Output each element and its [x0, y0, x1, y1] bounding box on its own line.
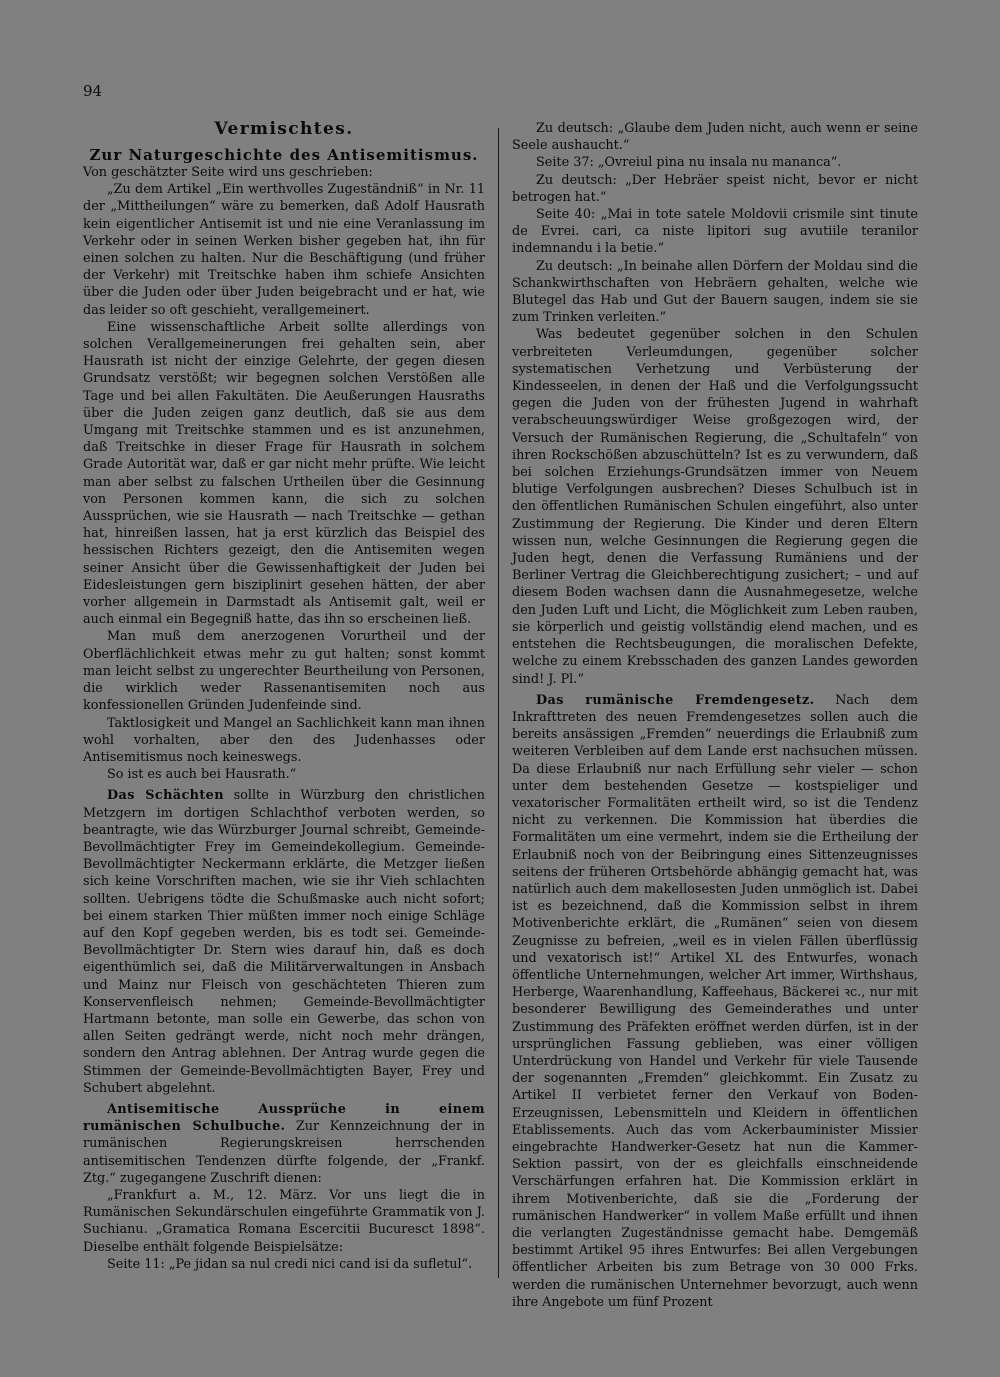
article-paragraph	[83, 1101, 485, 1187]
article-lead: Das Schächten	[107, 788, 224, 804]
article-paragraph: Man muß dem anerzogenen Vorurtheil und der Oberflächlichkeit etwas mehr zu gut halten; sonst kommt man leicht selbst zu ungerechter Beurtheilung von Personen, die wirklich weder Rassenantisemiten noch aus konfessionellen Gründen Judenfeinde sind.	[83, 629, 485, 714]
article-example: Seite 11: „Pe jidan sa nul credi nici cand isi da sufletul“.	[107, 1256, 473, 1272]
article-paragraph: Seite 40: „Mai in tote satele Moldovii crismile sint tinute de Evrei. cari, ca niste lipitori sug avutiile teranilor indemnandu i la betie.“	[512, 207, 918, 257]
article-quote: „Frankfurt a. M., 12. März. Vor uns liegt die in Rumänischen Sekundärschulen eingeführte Grammatik von J. Suchianu. „Gramatica Romana Escercitii Bucuresct 1898“. Dieselbe enthält folgende Beispielsätze:	[83, 1187, 485, 1255]
right-column	[512, 120, 918, 1311]
article-paragraph: Was bedeutet gegenüber solchen in den Schulen verbreiteten Verleumdungen, gegenüber solcher systematischen Verhetzung und Verbüsterung der Kindesseelen, in denen der Haß und die Verfolgungssucht gegen die Juden von der frühesten Jugend in wahrhaft verabscheuungswürdiger Weise großgezogen wird, der Versuch der Rumänischen Regierung, die „Schultafeln“ von ihren Rockschößen abzuschütteln? Ist es zu verwundern, daß bei solchen Erziehungs-Grundsätzen immer von Neuem blutige Verfolgungen ausbrechen? Dieses Schulbuch ist in den öffentlichen Rumänischen Schulen eingeführt, also unter Zustimmung der Regierung. Die Kinder und deren Eltern wissen nun, welche Gesinnungen die Regierung gegen die Juden hegt, denen die Verfassung Rumäniens und der Berliner Vertrag die Gleichberechtigung zusichert; – und auf diesem Boden wachsen dann die Ausnahmegesetze, welche den Juden Luft und Licht, die Möglichkeit zum Leben rauben, sie körperlich und geistig vollständig elend machen, und es entstehen die Rechtsbeugungen, die moralischen Defekte, welche zu einem Krebsschaden des ganzen Landes geworden sind! J. Pl.“	[512, 327, 918, 687]
article-text: Zur Kennzeichnung der in rumänischen Regierungskreisen herrschenden antisemitischen Tendenzen dürfte folgende, der „Frankf. Ztg.“ zugegangene Zuschrift dienen:	[83, 1119, 485, 1186]
article-paragraph	[83, 787, 485, 1097]
article-text: Nach dem Inkrafttreten des neuen Fremdengesetzes sollen auch die bereits ansässigen „Fremden“ neuerdings die Erlaubniß zum weiteren Verbleiben auf dem Lande erst nachsuchen müssen. Da diese Erlaubniß nur nach Erfüllung sehr vieler — schon unter dem bestehenden Gesetze — kostspieliger und vexatorischer Formalitäten ertheilt wird, so ist die Tendenz nicht zu verkennen. Die Kommission hat überdies die Formalitäten um eine vermehrt, indem sie die Ertheilung der Erlaubniß noch von der Beibringung eines Sittenzeugnisses seitens der früheren Ortsbehörde abhängig gemacht hat, was natürlich auch dem makellosesten Juden unmöglich ist. Dabei ist es bezeichnend, daß die Kommission selbst in ihrem Motivenberichte erklärt, die „Rumänen“ seien von diesem Zeugnisse zu befreien, „weil es in vielen Fällen überflüssig und vexatorisch ist!“ Artikel XL des Entwurfes, wonach öffentliche Unternehmungen, welcher Art immer, Wirthshaus, Herberge, Waarenhandlung, Kaffeehaus, Bäckerei ꝛc., nur mit besonderer Bewilligung des Gemeinderathes und unter Zustimmung des Präfekten eröffnet werden dürfen, ist in der ursprünglichen Fassung geblieben, was einer völligen Unterdrückung von Handel und Verkehr für viele Tausende der sogenannten „Fremden“ gleichkommt. Ein Zusatz zu Artikel II verbietet ferner den Verkauf von Boden-Erzeugnissen, Lebensmitteln und Kleidern in öffentlichen Etablissements. Auch das vom Ackerbauminister Missier eingebrachte Handwerker-Gesetz hat nun die Kammer-Sektion passirt, von der es gleichfalls einschneidende Verschärfungen erfahren hat. Die Kommission erklärt in ihrem Motivenberichte, daß sie die „Forderung der rumänischen Handwerker“ in vollem Maße erfüllt und ihnen die verlangten Zugeständnisse gemacht habe. Demgemäß bestimmt Artikel 95 ihres Entwurfes: Bei allen Vergebungen öffentlicher Arbeiten bis zum Betrage von 30 000 Frks. werden die rumänischen Unternehmer bevorzugt, auch wenn ihre Angebote um fünf Prozent	[512, 692, 918, 1310]
article-paragraph: Zu deutsch: „Der Hebräer speist nicht, bevor er nicht betrogen hat.“	[512, 172, 918, 205]
article-paragraph: Zu deutsch: „In beinahe allen Dörfern der Moldau sind die Schankwirthschaften von Hebräern gehalten, welche wie Blutegel das Hab und Gut der Bauern saugen, indem sie sie zum Trinken verleiten.“	[512, 258, 918, 326]
article-paragraph: „Zu dem Artikel „Ein werthvolles Zugeständniß“ in Nr. 11 der „Mittheilungen“ wäre zu bemerken, daß Adolf Hausrath kein eigentlicher Antisemit ist und nie eine Veranlassung im Verkehr oder in seinen Werken bisher gegeben hat, ihn für einen solchen zu halten. Nur die Beschäftigung (und früher der Verkehr) mit Treitschke haben ihm schiefe Ansichten über die Juden oder über Juden beigebracht und er hat, wie das leider so oft geschieht, verallgemeinert.	[83, 182, 485, 318]
article-title: Zur Naturgeschichte des Antisemitismus.	[89, 146, 479, 164]
article-paragraph: Zu deutsch: „Glaube dem Juden nicht, auch wenn er seine Seele aushaucht.“	[512, 121, 918, 154]
column-divider	[498, 128, 499, 1278]
article-paragraph: So ist es auch bei Hausrath.“	[107, 767, 297, 783]
article-paragraph: Eine wissenschaftliche Arbeit sollte allerdings von solchen Verallgemeinerungen frei gehalten sein, aber Hausrath ist nicht der einzige Gelehrte, der gegen diesen Grundsatz verstößt; wir begegnen solchen Verstößen alle Tage und bei allen Fakultäten. Die Aeußerungen Hausraths über die Juden zeigen ganz deutlich, daß sie aus dem Umgang mit Treitschke stammen und es ist anzunehmen, daß Treitschke in dieser Frage für Hausrath in solchem Grade Autorität war, daß er gar nicht mehr prüfte. Wie leicht man aber selbst zu falschen Urtheilen über die Gesinnung von Personen kommen kann, die sich zu solchen Aussprüchen, wie sie Hausrath — nach Treitschke — gethan hat, hinreißen lassen, hat ja erst kürzlich das Beispiel des hessischen Richters gezeigt, den die Antisemiten wegen seiner Ansicht über die Gewissenhaftigkeit der Juden bei Eidesleistungen gern bisziplinirt gesehen hätten, der aber vorher allgemein in Darmstadt als Antisemit galt, weil er auch einmal ein Begegniß hatte, das ihn so erscheinen ließ.	[83, 319, 485, 628]
article-paragraph	[512, 692, 918, 1311]
article-paragraph: Taktlosigkeit und Mangel an Sachlichkeit kann man ihnen wohl vorhalten, aber den des Judenhasses oder Antisemitismus noch keineswegs.	[83, 715, 485, 765]
article-paragraph: Von geschätzter Seite wird uns geschrieben:	[83, 165, 373, 180]
left-column	[83, 118, 485, 1273]
article-text: sollte in Würzburg den christlichen Metzgern im dortigen Schlachthof verboten werden, so beantragte, wie das Würzburger Journal schreibt, Gemeinde-Bevollmächtigter Frey im Gemeindekollegium. Gemeinde-Bevollmächtigter Neckermann erklärte, die Metzger ließen sich keine Vorschriften machen, wie sie ihr Vieh schlachten sollten. Uebrigens tödte die Schußmaske auch nicht sofort; bei einem starken Thier müßten immer noch einige Schläge auf den Kopf gegeben werden, bis es todt sei. Gemeinde-Bevollmächtigter Dr. Stern wies darauf hin, daß es doch eigenthümlich sei, daß die Militärverwaltungen in Ansbach und Mainz nur Fleisch von geschächteten Thieren zum Konservenfleisch nehmen; Gemeinde-Bevollmächtigter Hartmann betonte, man solle ein Gewerbe, das schon von allen Seiten gedrängt werde, nicht noch mehr drängen, sondern den Antrag ablehnen. Der Antrag wurde gegen die Stimmen der Gemeinde-Bevollmächtigten Bayer, Frey und Schubert abgelehnt.	[83, 788, 485, 1096]
article-paragraph: Seite 37: „Ovreiul pina nu insala nu mananca“.	[536, 155, 842, 171]
page-number: 94	[83, 82, 103, 100]
article-lead: Antisemitische Aussprüche in einem rumänischen Schulbuche.	[83, 1101, 485, 1135]
section-title: Vermischtes.	[214, 119, 354, 139]
article-lead: Das rumänische Fremdengesetz.	[536, 692, 815, 708]
